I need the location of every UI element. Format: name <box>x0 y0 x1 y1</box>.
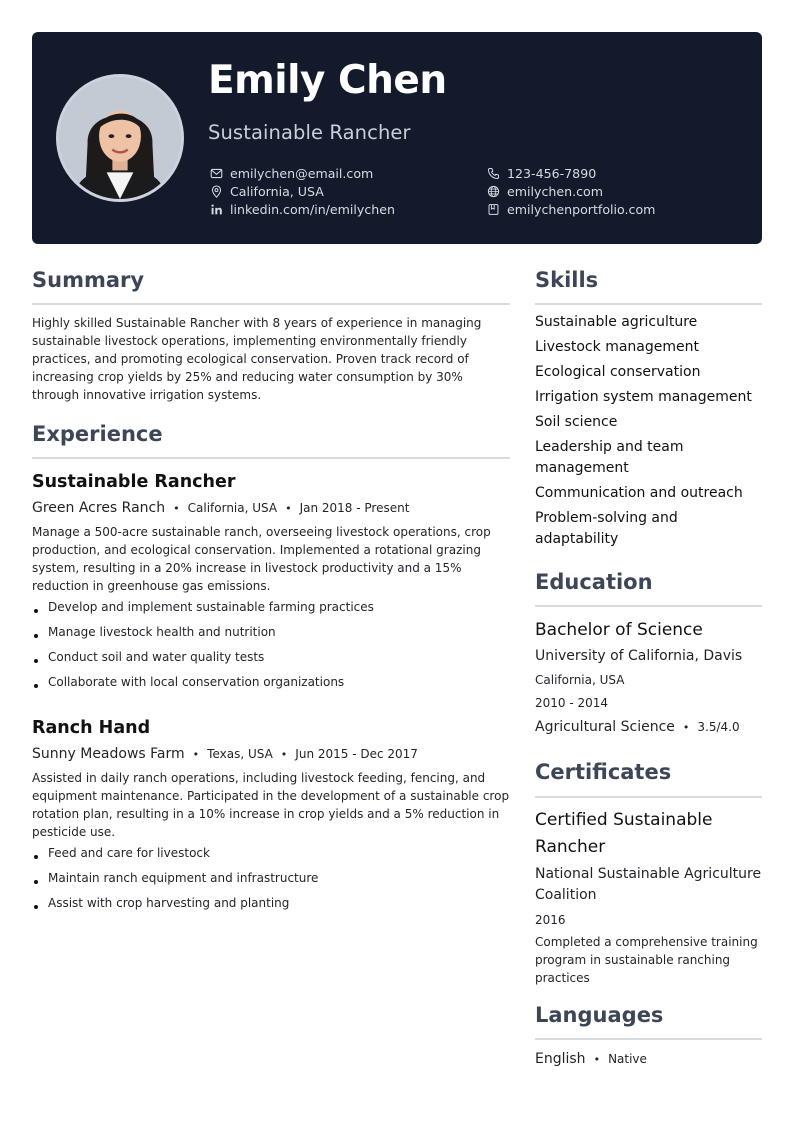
certificate-year: 2016 <box>535 912 566 927</box>
section-title-languages: Languages <box>535 1003 762 1040</box>
contact-phone[interactable] <box>485 166 596 181</box>
skill-item: Sustainable agriculture <box>535 314 698 331</box>
portfolio-icon <box>485 203 501 217</box>
contact-email-text: emilychen@email.com <box>230 166 374 181</box>
profile-photo-illustration <box>59 77 181 199</box>
certificate-name: Certified Sustainable Rancher <box>535 809 713 857</box>
contact-phone-text: 123-456-7890 <box>507 166 597 181</box>
skill-item: Ecological conservation <box>535 364 701 381</box>
sidebar-column <box>535 268 762 1070</box>
contact-email[interactable] <box>208 166 373 181</box>
job-dates: Jan 2018 - Present <box>299 501 410 516</box>
candidate-name: Emily Chen <box>208 58 447 103</box>
education-dates: 2010 - 2014 <box>535 696 609 711</box>
education-degree: Bachelor of Science <box>535 620 703 641</box>
job-meta <box>32 499 510 518</box>
summary-text: Highly skilled Sustainable Rancher with 8 years of experience in managing sustainable livestock operations, implementing environmentally friendly practices, and promoting ecological conservation. Proven track record of increasing crop yields by 25% and reducing water consumption by 30% through innovative irrigation systems. <box>32 316 482 403</box>
phone-icon <box>485 167 501 181</box>
education-gpa: 3.5/4.0 <box>697 720 740 735</box>
section-title-certificates: Certificates <box>535 760 762 797</box>
separator-dot: • <box>192 748 200 762</box>
job-title: Sustainable Rancher <box>32 472 236 493</box>
contact-website-text: emilychen.com <box>507 184 604 199</box>
certificate-item <box>535 807 762 987</box>
job-bullet: Assist with crop harvesting and planting <box>32 894 510 919</box>
job-bullet: Conduct soil and water quality tests <box>32 648 510 673</box>
job-description: Assisted in daily ranch operations, including livestock feeding, fencing, and equipment maintenance. Participated in the development of a sustainable crop rotation plan, resulting in a 10% increase in crop yields and a 5% reduction in pesticide use. <box>32 771 510 840</box>
globe-icon <box>485 185 501 199</box>
language-item <box>535 1049 762 1070</box>
job-bullet: Collaborate with local conservation organizations <box>32 673 510 698</box>
section-title-education: Education <box>535 570 762 607</box>
separator-dot: • <box>173 502 180 516</box>
job-title: Ranch Hand <box>32 718 151 739</box>
certificate-org: National Sustainable Agriculture Coalition <box>535 865 762 903</box>
job-bullet: Feed and care for livestock <box>32 844 510 869</box>
education-field: Agricultural Science <box>535 719 675 736</box>
main-column <box>32 268 510 919</box>
skill-item: Problem-solving and adaptability <box>535 510 678 548</box>
skill-item: Irrigation system management <box>535 389 752 406</box>
job-bullet: Develop and implement sustainable farming practices <box>32 598 510 623</box>
job-company: Green Acres Ranch <box>32 500 166 517</box>
job-bullet: Manage livestock health and nutrition <box>32 623 510 648</box>
mail-icon <box>208 167 224 181</box>
job-company: Sunny Meadows Farm <box>32 746 185 763</box>
section-title-skills: Skills <box>535 268 762 305</box>
certificate-description: Completed a comprehensive training program in sustainable ranching practices <box>535 934 758 985</box>
job-bullet: Maintain ranch equipment and infrastructure <box>32 869 510 894</box>
separator-dot: • <box>285 502 292 516</box>
linkedin-icon <box>208 203 224 217</box>
contact-linkedin-text: linkedin.com/in/emilychen <box>230 202 396 217</box>
job-bullets <box>32 598 510 698</box>
job-description: Manage a 500-acre sustainable ranch, overseeing livestock operations, crop production, and ecological conservation. Implemented a rotational grazing system, resulting in a 20% increase in livestock productivity and a 15% reduction in greenhouse gas emissions. <box>32 525 491 594</box>
contact-portfolio[interactable] <box>485 202 655 217</box>
experience-item <box>32 471 510 698</box>
experience-item <box>32 717 510 919</box>
contact-portfolio-text: emilychenportfolio.com <box>507 202 656 217</box>
profile-photo <box>56 74 184 202</box>
language-level: Native <box>608 1051 647 1066</box>
section-title-experience: Experience <box>32 422 510 459</box>
education-location: California, USA <box>535 673 625 688</box>
education-item <box>535 619 762 738</box>
job-meta <box>32 745 510 764</box>
contact-location <box>208 184 324 199</box>
job-location: California, USA <box>187 501 278 516</box>
separator-dot: • <box>593 1052 601 1066</box>
resume-header <box>32 32 762 244</box>
education-field-line <box>535 717 762 738</box>
job-bullets <box>32 844 510 919</box>
skill-item: Leadership and team management <box>535 439 684 477</box>
candidate-role: Sustainable Rancher <box>208 121 411 144</box>
separator-dot: • <box>682 721 690 735</box>
contact-website[interactable] <box>485 184 603 199</box>
contact-location-text: California, USA <box>230 184 324 199</box>
section-title-summary: Summary <box>32 268 510 305</box>
map-pin-icon <box>208 185 224 199</box>
contact-linkedin[interactable] <box>208 202 395 217</box>
job-location: Texas, USA <box>207 747 273 762</box>
skill-item: Soil science <box>535 414 618 431</box>
job-dates: Jun 2015 - Dec 2017 <box>295 747 418 762</box>
skills-list <box>535 312 762 550</box>
skill-item: Communication and outreach <box>535 485 743 502</box>
language-name: English <box>535 1050 586 1067</box>
education-school: University of California, Davis <box>535 648 743 665</box>
separator-dot: • <box>280 748 288 762</box>
skill-item: Livestock management <box>535 339 699 356</box>
